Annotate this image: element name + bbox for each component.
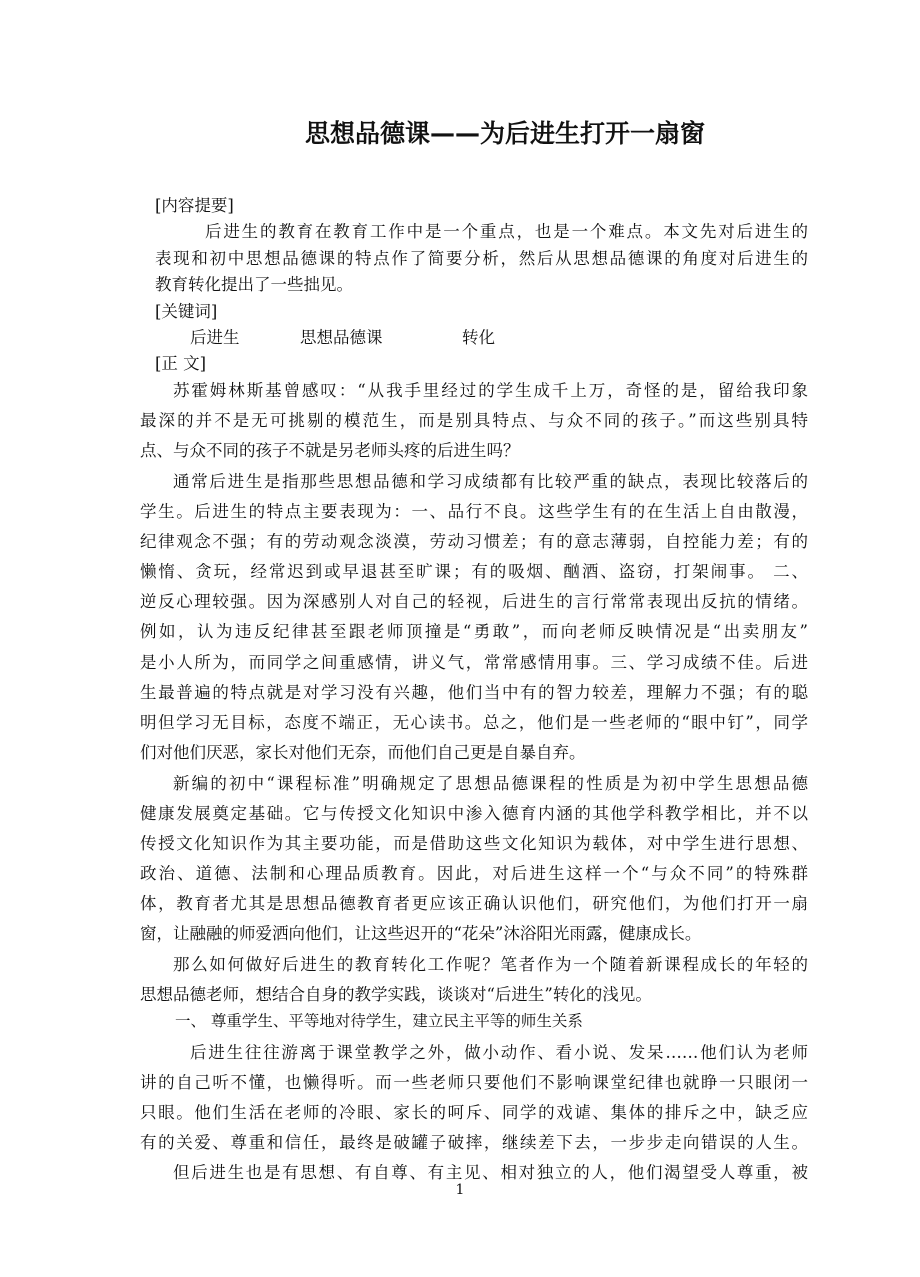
body-line: 讲的自己听不懂，也懒得听。而一些老师只要他们不影响课堂纪律也就睁一只眼闭一 <box>140 1073 808 1092</box>
body-line: 明但学习无目标，态度不端正，无心读书。总之，他们是一些老师的“眼中钉”，同学 <box>140 713 808 732</box>
body-line: 苏霍姆林斯基曾感叹：“从我手里经过的学生成千上万，奇怪的是，留给我印象 <box>173 381 808 400</box>
body-line: 但后进生也是有思想、有自尊、有主见、相对独立的人，他们渴望受人尊重，被 <box>173 1163 808 1182</box>
body-line: 懒惰、贪玩，经常迟到或早退甚至旷课；有的吸烟、酗酒、盗窃，打架闹事。 二、 <box>140 562 808 581</box>
section-heading: 一、 尊重学生、平等地对待学生，建立民主平等的师生关系 <box>175 1012 583 1030</box>
body-line: 生最普遍的特点就是对学习没有兴趣，他们当中有的智力较差，理解力不强；有的聪 <box>140 683 808 702</box>
body-line: 最深的并不是无可挑剔的模范生，而是别具特点、与众不同的孩子。”而这些别具特 <box>140 411 808 430</box>
keyword: 思想品德课 <box>300 328 383 347</box>
body-line: 后进生往往游离于课堂教学之外，做小动作、看小说、发呆……他们认为老师 <box>190 1043 808 1062</box>
body-line: 政治、道德、法制和心理品质教育。因此，对后进生这样一个“与众不同”的特殊群 <box>140 864 808 883</box>
body-line: 们对他们厌恶，家长对他们无奈，而他们自己更是自暴自弃。 <box>140 743 586 762</box>
body-line: 点、与众不同的孩子不就是另老师头疼的后进生吗？ <box>140 441 520 460</box>
keyword: 转化 <box>462 328 495 347</box>
body-line: 通常后进生是指那些思想品德和学习成绩都有比较严重的缺点，表现比较落后的 <box>173 472 808 491</box>
document-title: 思想品德课——为后进生打开一扇窗 <box>304 119 705 148</box>
body-line: 例如，认为违反纪律甚至跟老师顶撞是“勇敢”，而向老师反映情况是“出卖朋友” <box>140 622 808 641</box>
body-line: 有的关爱、尊重和信任，最终是破罐子破摔，继续差下去，一步步走向错误的人生。 <box>140 1133 808 1152</box>
body-line: 是小人所为，而同学之间重感情，讲义气，常常感情用事。三、学习成绩不佳。后进 <box>140 653 808 672</box>
body-line: 体，教育者尤其是思想品德教育者更应该正确认识他们，研究他们，为他们打开一扇 <box>140 894 808 913</box>
abstract-line: 表现和初中思想品德课的特点作了简要分析，然后从思想品德课的角度对后进生的 <box>155 249 808 268</box>
body-line: 纪律观念不强；有的劳动观念淡漠，劳动习惯差；有的意志薄弱，自控能力差；有的 <box>140 532 808 551</box>
body-line: 窗，让融融的师爱洒向他们，让这些迟开的“花朵”沐浴阳光雨露，健康成长。 <box>140 924 702 943</box>
keyword: 后进生 <box>190 328 240 347</box>
body-label: [正 文] <box>155 354 207 373</box>
body-line: 新编的初中“课程标准”明确规定了思想品德课程的性质是为初中学生思想品德 <box>173 774 808 793</box>
body-line: 传授文化知识作为其主要功能，而是借助这些文化知识为载体，对中学生进行思想、 <box>140 834 808 853</box>
body-line: 只眼。他们生活在老师的冷眼、家长的呵斥、同学的戏谑、集体的排斥之中，缺乏应 <box>140 1103 808 1122</box>
keywords-label: [关键词] <box>155 302 218 321</box>
abstract-label: [内容提要] <box>155 196 234 215</box>
body-line: 健康发展奠定基础。它与传授文化知识中渗入德育内涵的其他学科教学相比，并不以 <box>140 804 808 823</box>
body-line: 逆反心理较强。因为深感别人对自己的轻视，后进生的言行常常表现出反抗的情绪。 <box>140 592 808 611</box>
body-line: 学生。后进生的特点主要表现为：一、品行不良。这些学生有的在生活上自由散漫， <box>140 502 808 521</box>
body-line: 那么如何做好后进生的教育转化工作呢？笔者作为一个随着新课程成长的年轻的 <box>173 955 808 974</box>
body-line: 思想品德老师，想结合自身的教学实践，谈谈对“后进生”转化的浅见。 <box>140 985 652 1004</box>
abstract-line: 后进生的教育在教育工作中是一个重点，也是一个难点。本文先对后进生的 <box>205 222 808 241</box>
abstract-line: 教育转化提出了一些拙见。 <box>155 275 353 294</box>
page-number: 1 <box>455 1182 465 1198</box>
